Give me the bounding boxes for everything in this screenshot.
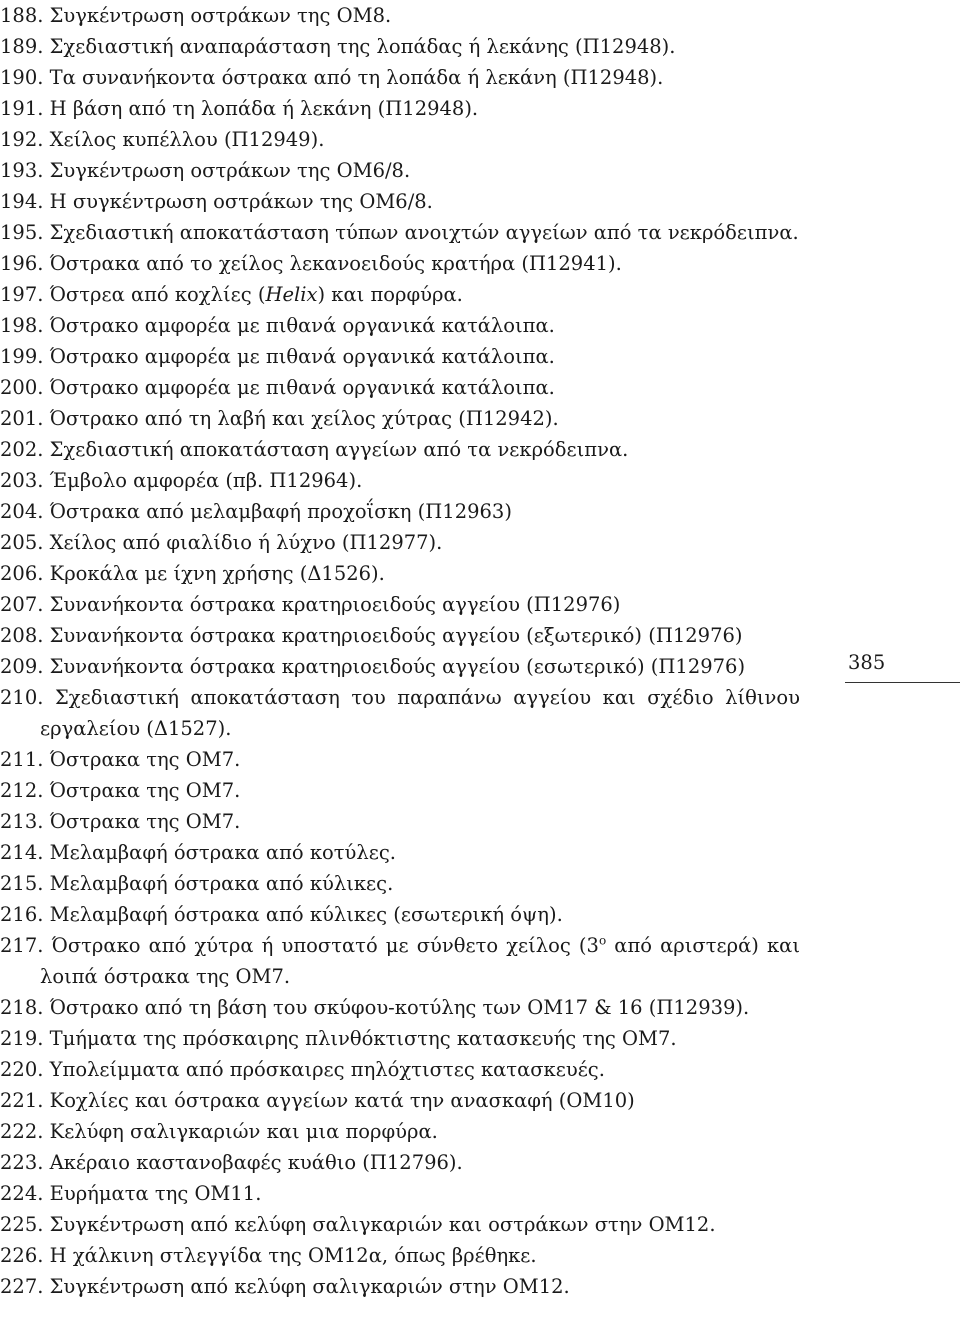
- caption-item: 213. Όστρακα της ΟΜ7.: [0, 810, 241, 833]
- page-number: 385: [848, 651, 886, 674]
- caption-item: 199. Όστρακο αμφορέα με πιθανά οργανικά κατάλοιπα.: [0, 345, 555, 368]
- caption-item: 208. Συνανήκοντα όστρακα κρατηριοειδούς αγγείου (εξωτερικό) (Π12976): [0, 624, 743, 647]
- caption-item: 214. Μελαμβαφή όστρακα από κοτύλες.: [0, 841, 396, 864]
- caption-item: 219. Τμήματα της πρόσκαιρης πλινθόκτιστης κατασκευής της ΟΜ7.: [0, 1027, 677, 1050]
- caption-item: 207. Συνανήκοντα όστρακα κρατηριοειδούς αγγείου (Π12976): [0, 593, 621, 616]
- caption-item: 209. Συνανήκοντα όστρακα κρατηριοειδούς αγγείου (εσωτερικό) (Π12976): [0, 655, 746, 678]
- page-number-rule: [845, 682, 960, 683]
- caption-item: 201. Όστρακο από τη λαβή και χείλος χύτρας (Π12942).: [0, 407, 559, 430]
- caption-item: 206. Κροκάλα με ίχνη χρήσης (Δ1526).: [0, 562, 385, 585]
- caption-item: 196. Όστρακα από το χείλος λεκανοειδούς κρατήρα (Π12941).: [0, 252, 622, 275]
- ordinal-superscript: ο: [598, 933, 607, 948]
- caption-item: 216. Μελαμβαφή όστρακα από κύλικες (εσωτερική όψη).: [0, 903, 563, 926]
- caption-item: 225. Συγκέντρωση από κελύφη σαλιγκαριών και οστράκων στην ΟΜ12.: [0, 1213, 716, 1236]
- caption-item: 222. Κελύφη σαλιγκαριών και μια πορφύρα.: [0, 1120, 438, 1143]
- caption-item: 189. Σχεδιαστική αναπαράσταση της λοπάδας ή λεκάνης (Π12948).: [0, 35, 676, 58]
- caption-item: 217. Όστρακο από χύτρα ή υποστατό με σύνθετο χείλος ($3^o$ από αριστερά) και λοιπά όστρακα της ΟΜ7.: [0, 933, 800, 988]
- caption-item: 198. Όστρακο αμφορέα με πιθανά οργανικά κατάλοιπα.: [0, 314, 555, 337]
- caption-item: 202. Σχεδιαστική αποκατάσταση αγγείων από τα νεκρόδειπνα.: [0, 438, 629, 461]
- caption-item: 224. Ευρήματα της ΟΜ11.: [0, 1182, 262, 1205]
- caption-item: 193. Συγκέντρωση οστράκων της ΟΜ6/8.: [0, 159, 411, 182]
- caption-item: 210. Σχεδιαστική αποκατάσταση του παραπάνω αγγείου και σχέδιο λίθινου εργαλείου (Δ1527).: [0, 686, 800, 740]
- caption-item: 212. Όστρακα της ΟΜ7.: [0, 779, 241, 802]
- caption-item: 200. Όστρακο αμφορέα με πιθανά οργανικά κατάλοιπα.: [0, 376, 555, 399]
- taxon-name: Helix: [265, 283, 318, 306]
- caption-item: 227. Συγκέντρωση από κελύφη σαλιγκαριών στην ΟΜ12.: [0, 1275, 570, 1298]
- caption-item: 220. Υπολείμματα από πρόσκαιρες πηλόχτιστες κατασκευές.: [0, 1058, 605, 1081]
- caption-item: 204. Όστρακα από μελαμβαφή προχοΐσκη (Π12963): [0, 500, 512, 523]
- caption-item: 226. Η χάλκινη στλεγγίδα της ΟΜ12α, όπως βρέθηκε.: [0, 1244, 537, 1267]
- caption-item: 190. Τα συνανήκοντα όστρακα από τη λοπάδα ή λεκάνη (Π12948).: [0, 66, 664, 89]
- caption-item: 211. Όστρακα της ΟΜ7.: [0, 748, 241, 771]
- caption-item: 194. Η συγκέντρωση οστράκων της ΟΜ6/8.: [0, 190, 433, 213]
- caption-item: 188. Συγκέντρωση οστράκων της ΟΜ8.: [0, 4, 392, 27]
- caption-item: 215. Μελαμβαφή όστρακα από κύλικες.: [0, 872, 394, 895]
- caption-item: 191. Η βάση από τη λοπάδα ή λεκάνη (Π12948).: [0, 97, 479, 120]
- caption-item: 195. Σχεδιαστική αποκατάσταση τύπων ανοιχτών αγγείων από τα νεκρόδειπνα.: [0, 221, 799, 244]
- caption-item: 221. Κοχλίες και όστρακα αγγείων κατά την ανασκαφή (ΟΜ10): [0, 1089, 635, 1112]
- caption-item: 223. Ακέραιο καστανοβαφές κυάθιο (Π12796).: [0, 1151, 463, 1174]
- caption-item: 192. Χείλος κυπέλλου (Π12949).: [0, 128, 325, 151]
- caption-item: 203. Έμβολο αμφορέα (πβ. Π12964).: [0, 469, 363, 492]
- caption-item: 197. Όστρεα από κοχλίες (Helix) και πορφύρα.: [0, 283, 463, 306]
- caption-item: 218. Όστρακο από τη βάση του σκύφου-κοτύλης των ΟΜ17 & 16 (Π12939).: [0, 996, 750, 1019]
- caption-item: 205. Χείλος από φιαλίδιο ή λύχνο (Π12977).: [0, 531, 443, 554]
